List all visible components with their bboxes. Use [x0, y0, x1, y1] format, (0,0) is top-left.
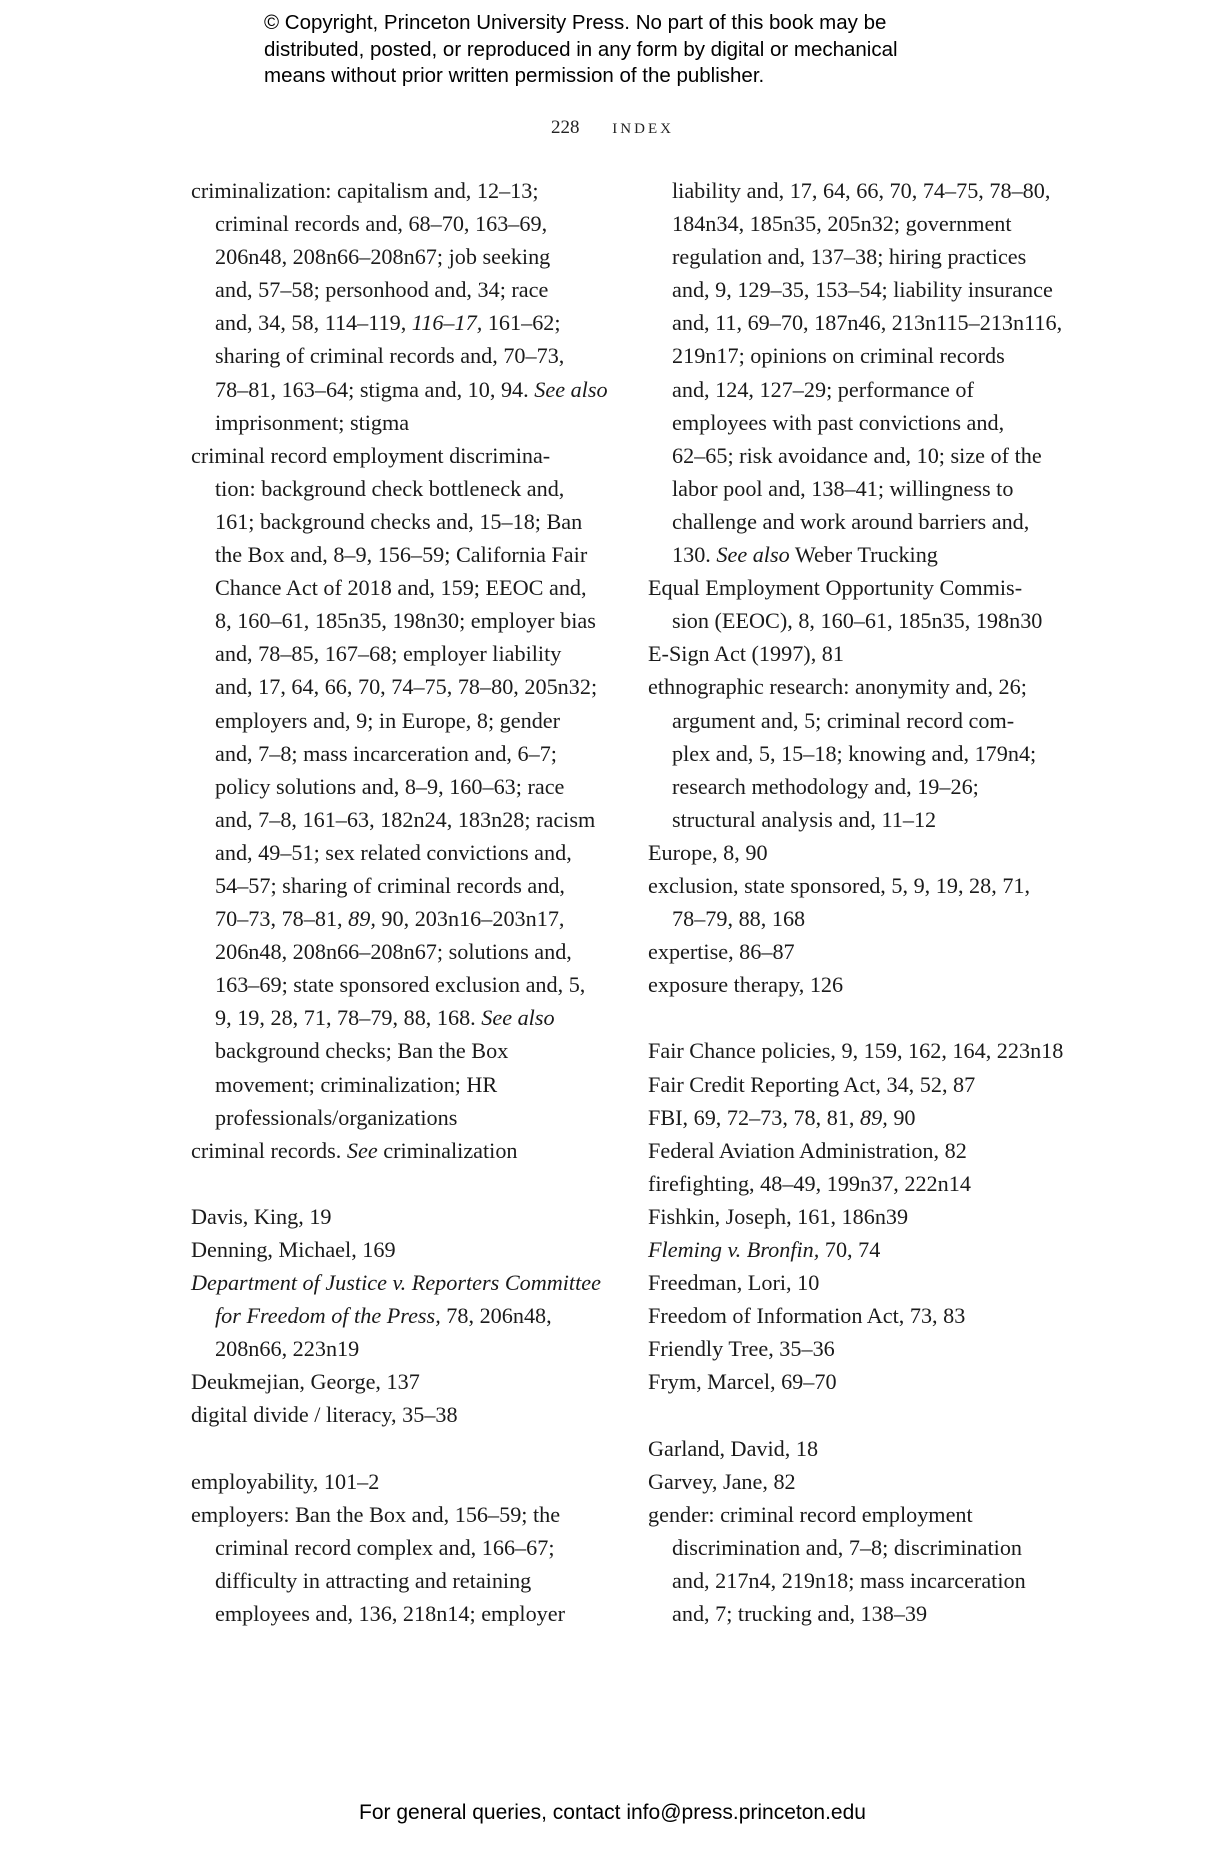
index-text: Friendly Tree, 35–36 — [648, 1336, 835, 1362]
index-text: 78–79, 88, 168 — [672, 906, 806, 932]
index-text: 78–81, 163–64; stigma and, 10, 94. — [215, 376, 535, 402]
index-text: 184n34, 185n35, 205n32; government — [672, 211, 1012, 237]
index-entry-line — [191, 1200, 631, 1233]
index-text: criminal record complex and, 166–67; — [215, 1534, 555, 1560]
index-subentry-line — [191, 505, 631, 538]
index-subentry-line — [191, 1068, 631, 1101]
index-subentry-line — [191, 770, 631, 803]
index-subentry-line — [648, 240, 1068, 273]
index-text: 70, 74 — [819, 1237, 881, 1262]
index-text: 9, 19, 28, 71, 78–79, 88, 168. — [215, 1005, 482, 1031]
index-text: criminalization — [377, 1137, 518, 1163]
index-text: 206n48, 208n66–208n67; solutions and, — [215, 939, 572, 965]
index-text: 161–62; — [482, 310, 561, 336]
index-subentry-line — [648, 604, 1068, 637]
index-text-italic: See also — [481, 1005, 555, 1031]
index-text: criminalization: capitalism and, 12–13; — [191, 178, 539, 203]
index-subentry-line — [191, 902, 631, 935]
index-entry-line — [648, 1332, 1068, 1365]
index-text: and, 217n4, 219n18; mass incarceration — [672, 1567, 1026, 1593]
index-text: the Box and, 8–9, 156–59; California Fair — [215, 542, 588, 568]
running-head — [0, 114, 1225, 140]
index-text: 219n17; opinions on criminal records — [672, 343, 1005, 369]
index-subentry-line — [648, 306, 1068, 339]
index-text: structural analysis and, 11–12 — [672, 806, 937, 832]
index-text: firefighting, 48–49, 199n37, 222n14 — [648, 1170, 971, 1196]
index-text: and, 7–8, 161–63, 182n24, 183n28; racism — [215, 806, 596, 832]
index-text: and, 78–85, 167–68; employer liability — [215, 641, 562, 667]
index-text: exclusion, state sponsored, 5, 9, 19, 28, 71, — [648, 872, 1031, 898]
index-text: Equal Employment Opportunity Commis- — [648, 575, 1023, 601]
index-text: 90 — [887, 1104, 916, 1130]
index-text: Freedom of Information Act, 73, 83 — [648, 1303, 966, 1329]
index-subentry-line — [648, 770, 1068, 803]
index-entry-line — [648, 1498, 1068, 1531]
index-text: discrimination and, 7–8; discrimination — [672, 1534, 1023, 1560]
index-subentry-line — [648, 174, 1068, 207]
index-text: sion (EEOC), 8, 160–61, 185n35, 198n30 — [672, 608, 1043, 634]
index-subentry-line — [191, 1299, 631, 1332]
index-entry-line — [648, 1365, 1068, 1398]
index-text: sharing of criminal records and, 70–73, — [215, 343, 565, 369]
index-text: employability, 101–2 — [191, 1468, 380, 1494]
index-text-italic: Department of Justice v. Reporters Committee — [191, 1270, 601, 1296]
index-subentry-line — [648, 1531, 1068, 1564]
index-text: difficulty in attracting and retaining — [215, 1567, 532, 1593]
index-text: exposure therapy, 126 — [648, 972, 844, 998]
index-subentry-line — [648, 439, 1068, 472]
index-text: employers: Ban the Box and, 156–59; the — [191, 1501, 561, 1527]
index-subentry-line — [648, 902, 1068, 935]
index-text: Weber Trucking — [789, 542, 938, 568]
index-text: Davis, King, 19 — [191, 1203, 332, 1229]
index-subentry-line — [191, 1101, 631, 1134]
index-entry-line — [648, 1266, 1068, 1299]
index-subentry-line — [191, 273, 631, 306]
index-text: and, 11, 69–70, 187n46, 213n115–213n116, — [672, 310, 1063, 336]
index-text: research methodology and, 19–26; — [672, 773, 979, 799]
index-text: 70–73, 78–81, — [215, 906, 349, 932]
index-subentry-line — [191, 803, 631, 836]
index-text-italic: 89, — [348, 906, 376, 932]
section-title: index — [612, 114, 674, 138]
index-text: 90, 203n16–203n17, — [375, 906, 565, 932]
index-entry-line — [648, 670, 1068, 703]
index-text-italic: 89, — [860, 1104, 888, 1130]
index-text: gender: criminal record employment — [648, 1501, 973, 1527]
index-text: Garvey, Jane, 82 — [648, 1468, 796, 1494]
index-entry-line — [191, 439, 631, 472]
index-text: employers and, 9; in Europe, 8; gender — [215, 707, 561, 733]
index-text: digital divide / literacy, 35–38 — [191, 1402, 458, 1428]
index-subentry-line — [191, 1001, 631, 1034]
index-subentry-line — [648, 373, 1068, 406]
index-entry-line — [648, 935, 1068, 968]
index-text: and, 124, 127–29; performance of — [672, 376, 974, 402]
index-text: movement; criminalization; HR — [215, 1071, 498, 1097]
index-entry-line — [648, 1068, 1068, 1101]
index-text: Frym, Marcel, 69–70 — [648, 1369, 837, 1395]
index-text: labor pool and, 138–41; willingness to — [672, 475, 1014, 501]
index-text: and, 7; trucking and, 138–39 — [672, 1601, 928, 1627]
index-text-italic: See — [346, 1137, 378, 1163]
index-text: employees with past convictions and, — [672, 409, 1005, 435]
index-subentry-line — [191, 935, 631, 968]
index-entry-line — [648, 1101, 1068, 1134]
index-subentry-line — [648, 803, 1068, 836]
index-entry-line — [648, 637, 1068, 670]
index-entry-line — [648, 1432, 1068, 1465]
index-entry-line — [648, 869, 1068, 902]
index-text: 8, 160–61, 185n35, 198n30; employer bias — [215, 608, 596, 634]
index-entry-line — [191, 1134, 631, 1167]
index-entry-line — [648, 571, 1068, 604]
index-text: criminal record employment discrimina- — [191, 442, 551, 468]
index-text: criminal records. — [191, 1137, 347, 1163]
index-text: argument and, 5; criminal record com- — [672, 707, 1015, 733]
index-subentry-line — [191, 1332, 631, 1365]
index-text: and, 34, 58, 114–119, — [215, 310, 412, 336]
index-text: employees and, 136, 218n14; employer — [215, 1601, 565, 1627]
index-subentry-line — [191, 704, 631, 737]
index-text: FBI, 69, 72–73, 78, 81, — [648, 1104, 861, 1130]
index-text: 130. — [672, 542, 717, 568]
index-entry-line — [648, 1200, 1068, 1233]
index-spacer — [648, 1398, 1068, 1431]
index-text: 54–57; sharing of criminal records and, — [215, 872, 565, 898]
index-text: ethnographic research: anonymity and, 26; — [648, 674, 1027, 700]
index-text: 161; background checks and, 15–18; Ban — [215, 508, 583, 534]
index-subentry-line — [648, 538, 1068, 571]
page-number: 228 — [551, 117, 580, 138]
index-subentry-line — [191, 472, 631, 505]
index-entry-line — [191, 1498, 631, 1531]
index-subentry-line — [191, 339, 631, 372]
index-subentry-line — [191, 207, 631, 240]
index-subentry-line — [191, 869, 631, 902]
index-text: 206n48, 208n66–208n67; job seeking — [215, 244, 551, 270]
index-subentry-line — [648, 505, 1068, 538]
index-text: 163–69; state sponsored exclusion and, 5, — [215, 972, 586, 998]
index-entry-line — [191, 1465, 631, 1498]
index-text: Deukmejian, George, 137 — [191, 1369, 420, 1395]
index-text-italic: Fleming v. Bronfin, — [648, 1237, 820, 1262]
index-text: and, 57–58; personhood and, 34; race — [215, 277, 549, 303]
index-subentry-line — [191, 373, 631, 406]
index-subentry-line — [191, 1597, 631, 1630]
index-subentry-line — [191, 1034, 631, 1067]
index-text: and, 17, 64, 66, 70, 74–75, 78–80, 205n32; — [215, 674, 598, 700]
index-subentry-line — [191, 240, 631, 273]
index-entry-line — [191, 1365, 631, 1398]
index-text: Denning, Michael, 169 — [191, 1237, 396, 1262]
index-subentry-line — [191, 571, 631, 604]
index-subentry-line — [191, 538, 631, 571]
index-text: E-Sign Act (1997), 81 — [648, 641, 844, 667]
index-subentry-line — [648, 406, 1068, 439]
index-text-italic: for Freedom of the Press, — [215, 1303, 441, 1329]
index-entry-line — [648, 1465, 1068, 1498]
index-text: background checks; Ban the Box — [215, 1038, 509, 1064]
index-column-left — [191, 174, 631, 1630]
index-text: and, 49–51; sex related convictions and, — [215, 839, 572, 865]
index-subentry-line — [191, 406, 631, 439]
index-text: challenge and work around barriers and, — [672, 508, 1030, 534]
index-subentry-line — [191, 306, 631, 339]
index-text: Europe, 8, 90 — [648, 839, 768, 865]
index-subentry-line — [648, 472, 1068, 505]
index-text-italic: See also — [534, 376, 608, 402]
footer-contact: For general queries, contact info@press.princeton.edu — [359, 1801, 866, 1824]
index-subentry-line — [648, 1564, 1068, 1597]
index-column-right — [648, 174, 1068, 1630]
index-text: regulation and, 137–38; hiring practices — [672, 244, 1027, 270]
copyright-line: © Copyright, Princeton University Press. No part of this book may be — [264, 11, 887, 34]
index-text: plex and, 5, 15–18; knowing and, 179n4; — [672, 740, 1037, 766]
index-subentry-line — [191, 604, 631, 637]
index-subentry-line — [191, 670, 631, 703]
index-text: Freedman, Lori, 10 — [648, 1270, 820, 1296]
index-text: expertise, 86–87 — [648, 939, 795, 965]
index-entry-line — [648, 1134, 1068, 1167]
index-subentry-line — [191, 1531, 631, 1564]
index-text: 208n66, 223n19 — [215, 1336, 360, 1362]
index-subentry-line — [191, 836, 631, 869]
index-text: tion: background check bottleneck and, — [215, 475, 565, 501]
index-spacer — [648, 1001, 1068, 1034]
index-spacer — [191, 1432, 631, 1465]
index-entry-line — [191, 174, 631, 207]
index-text: and, 7–8; mass incarceration and, 6–7; — [215, 740, 557, 766]
index-entry-line — [648, 836, 1068, 869]
index-entry-line — [648, 1034, 1068, 1067]
index-subentry-line — [648, 704, 1068, 737]
index-text: 78, 206n48, — [440, 1303, 552, 1329]
index-text-italic: 116–17, — [411, 310, 483, 336]
index-text: Fair Chance policies, 9, 159, 162, 164, 223n18 — [648, 1038, 1064, 1064]
index-text: 62–65; risk avoidance and, 10; size of the — [672, 442, 1042, 468]
index-text: policy solutions and, 8–9, 160–63; race — [215, 773, 565, 799]
index-subentry-line — [648, 737, 1068, 770]
index-text: criminal records and, 68–70, 163–69, — [215, 211, 548, 237]
index-text: professionals/organizations — [215, 1104, 458, 1130]
index-entry-line — [648, 1233, 1068, 1266]
index-subentry-line — [191, 968, 631, 1001]
index-text: Fair Credit Reporting Act, 34, 52, 87 — [648, 1071, 976, 1097]
index-text: liability and, 17, 64, 66, 70, 74–75, 78–80, — [672, 178, 1051, 203]
index-text-italic: See also — [716, 542, 790, 568]
index-entry-line — [648, 1167, 1068, 1200]
index-subentry-line — [191, 1564, 631, 1597]
index-text: Fishkin, Joseph, 161, 186n39 — [648, 1203, 909, 1229]
index-subentry-line — [648, 1597, 1068, 1630]
index-entry-line — [191, 1233, 631, 1266]
index-subentry-line — [648, 207, 1068, 240]
copyright-line: distributed, posted, or reproduced in any form by digital or mechanical — [264, 37, 898, 61]
index-text: Chance Act of 2018 and, 159; EEOC and, — [215, 575, 587, 601]
index-subentry-line — [648, 273, 1068, 306]
index-entry-line — [648, 1299, 1068, 1332]
index-text: Garland, David, 18 — [648, 1435, 819, 1461]
index-entry-line — [191, 1398, 631, 1431]
index-spacer — [191, 1167, 631, 1200]
index-text: imprisonment; stigma — [215, 409, 410, 435]
index-subentry-line — [648, 339, 1068, 372]
copyright-line: means without prior written permission of the publisher. — [264, 64, 765, 87]
index-entry-line — [648, 968, 1068, 1001]
index-text: Federal Aviation Administration, 82 — [648, 1137, 967, 1163]
index-entry-line — [191, 1266, 631, 1299]
index-subentry-line — [191, 737, 631, 770]
copyright-notice — [264, 10, 1024, 90]
index-text: and, 9, 129–35, 153–54; liability insurance — [672, 277, 1053, 303]
index-subentry-line — [191, 637, 631, 670]
